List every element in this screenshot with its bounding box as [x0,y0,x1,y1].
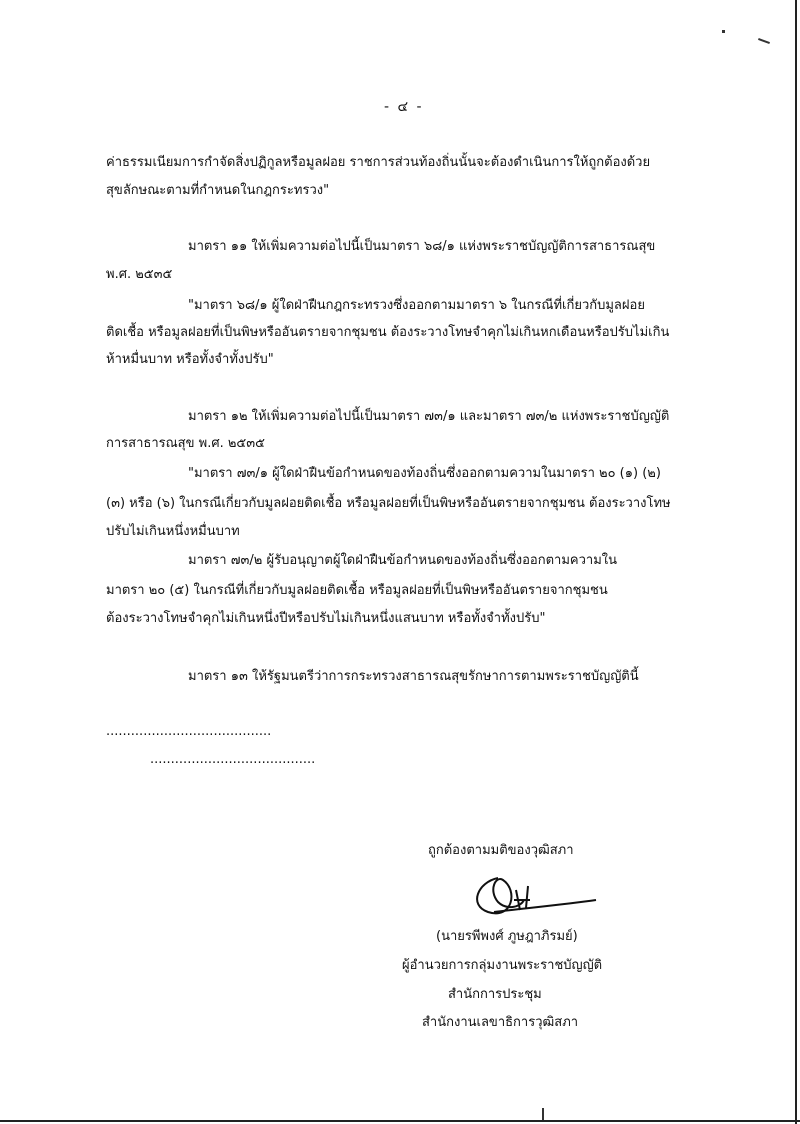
paragraph-line: ปรับไม่เกินหนึ่งหมื่นบาท [106,524,240,539]
paragraph-line: มาตรา ๑๓ ให้รัฐมนตรีว่าการกระทรวงสาธารณสุขรักษาการตามพระราชบัญญัตินี้ [188,669,639,684]
paragraph-line: ต้องระวางโทษจำคุกไม่เกินหนึ่งปีหรือปรับไม่เกินหนึ่งแสนบาท หรือทั้งจำทั้งปรับ" [106,611,546,626]
paragraph-line: "มาตรา ๗๓/๑ ผู้ใดฝ่าฝืนข้อกำหนดของท้องถิ่นซึ่งออกตามความในมาตรา ๒๐ (๑) (๒) [188,466,661,481]
handwritten-signature [458,860,598,930]
paragraph-line: มาตรา ๒๐ (๕) ในกรณีที่เกี่ยวกับมูลฝอยติดเชื้อ หรือมูลฝอยที่เป็นพิษหรืออันตรายจากชุมชน [106,583,608,598]
dotted-line: ........................................ [150,752,316,767]
paragraph-line: ติดเชื้อ หรือมูลฝอยที่เป็นพิษหรืออันตรายจากชุมชน ต้องระวางโทษจำคุกไม่เกินหกเดือนหรือปรับไม่เกิน [106,325,670,340]
paragraph-line: ค่าธรรมเนียมการกำจัดสิ่งปฏิกูลหรือมูลฝอย ราชการส่วนท้องถิ่นนั้นจะต้องดำเนินการให้ถูกต้องด้วย [106,155,651,170]
scan-border-bottom [0,1120,800,1122]
page-number: - ๔ - [384,99,424,115]
paragraph-line: พ.ศ. ๒๕๓๕ [106,267,173,282]
signatory-position: ผู้อำนวยการกลุ่มงานพระราชบัญญัติ [402,958,603,973]
paragraph-line: ห้าหมื่นบาท หรือทั้งจำทั้งปรับ" [106,352,274,367]
paragraph-line: (๓) หรือ (๖) ในกรณีเกี่ยวกับมูลฝอยติดเชื้อ หรือมูลฝอยที่เป็นพิษหรืออันตรายจากชุมชน ต้องระวางโทษ [106,496,671,511]
certified-text: ถูกต้องตามมติของวุฒิสภา [428,843,574,858]
signatory-office: สำนักงานเลขาธิการวุฒิสภา [422,1015,579,1030]
scan-border-right [795,0,797,1124]
paragraph-line: มาตรา ๗๓/๒ ผู้รับอนุญาตผู้ใดฝ่าฝืนข้อกำหนดของท้องถิ่นซึ่งออกตามความใน [188,553,618,568]
paragraph-line: การสาธารณสุข พ.ศ. ๒๕๓๕ [106,436,265,451]
paragraph-line: สุขลักษณะตามที่กำหนดในกฎกระทรวง" [106,183,330,198]
paragraph-line: มาตรา ๑๒ ให้เพิ่มความต่อไปนี้เป็นมาตรา ๗๓/๑ และมาตรา ๗๓/๒ แห่งพระราชบัญญัติ [188,409,670,424]
paragraph-line: มาตรา ๑๑ ให้เพิ่มความต่อไปนี้เป็นมาตรา ๖๘/๑ แห่งพระราชบัญญัติการสาธารณสุข [188,239,656,254]
dotted-line: ........................................ [106,724,272,739]
paragraph-line: "มาตรา ๖๘/๑ ผู้ใดฝ่าฝืนกฎกระทรวงซึ่งออกตามมาตรา ๖ ในกรณีที่เกี่ยวกับมูลฝอย [188,298,645,313]
scan-speck [542,1108,544,1120]
scan-speck [722,30,725,33]
scan-speck [758,38,770,44]
signatory-name: (นายรพีพงศ์ ภูษฎาภิรมย์) [436,929,578,944]
signatory-division: สำนักการประชุม [448,987,542,1002]
